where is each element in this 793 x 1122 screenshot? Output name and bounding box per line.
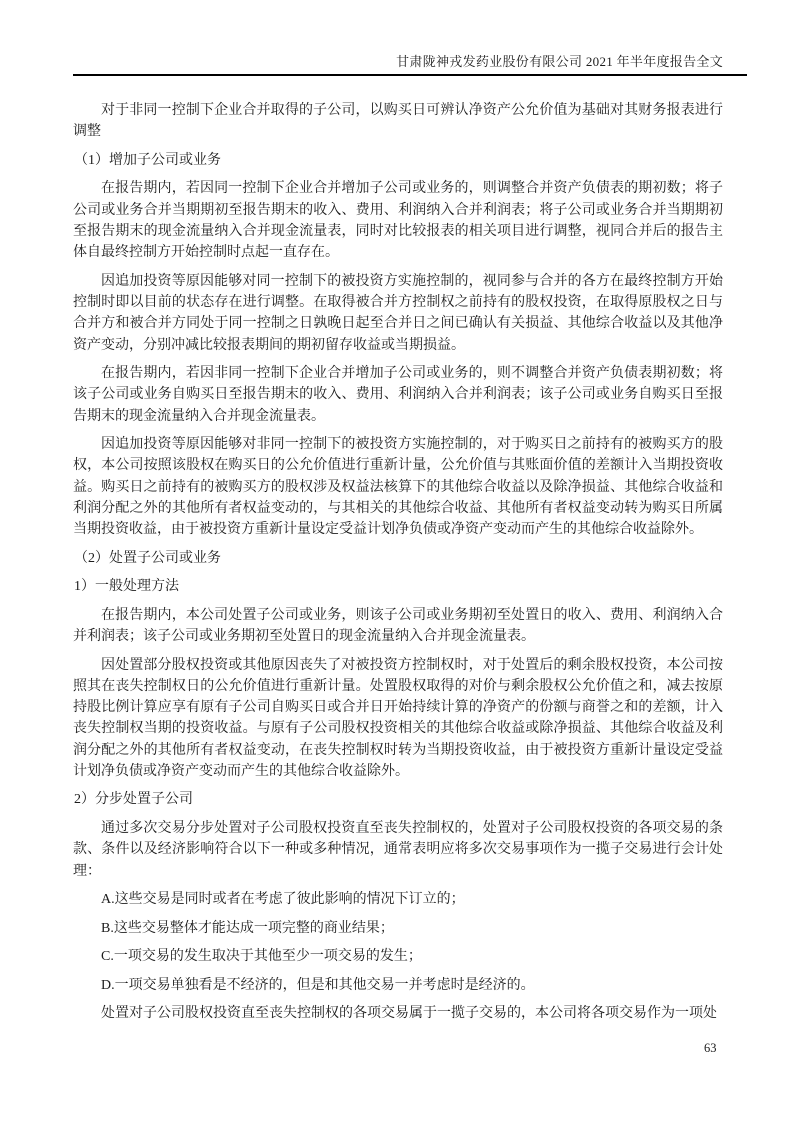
paragraph-additional-investment-same-control: 因追加投资等原因能够对同一控制下的被投资方实施控制的，视同参与合并的各方在最终控制方开始控制时即以目前的状态存在进行调整。在取得被合并方控制权之前持有的股权投资，在取得原股权之日与合并方和被合并方同处于同一控制之日孰晚日起至合并日之间已确认有关损益、其他综合收益以及其他净资产变动，分别冲减比较报表期间的期初留存收益或当期损益。 bbox=[73, 273, 723, 353]
document-body bbox=[73, 100, 723, 1024]
paragraph-stepwise-intro: 通过多次交易分步处置对子公司股权投资直至丧失控制权的，处置对子公司股权投资的各项交易的条款、条件以及经济影响符合以下一种或多种情况，通常表明应将多次交易事项作为一揽子交易进行会计处理： bbox=[73, 820, 723, 879]
paragraph-bundled-transaction: 处置对子公司股权投资直至丧失控制权的各项交易属于一揽子交易的，本公司将各项交易作为一项处 bbox=[101, 1005, 717, 1021]
paragraph-intro: 对于非同一控制下企业合并取得的子公司，以购买日可辨认净资产公允价值为基础对其财务报表进行调整 bbox=[73, 103, 723, 140]
list-item-c: C.一项交易的发生取决于其他至少一项交易的发生； bbox=[101, 949, 422, 965]
section-heading-add-subsidiary: （1）增加子公司或业务 bbox=[74, 152, 221, 168]
paragraph-loss-of-control: 因处置部分股权投资或其他原因丧失了对被投资方控制权时，对于处置后的剩余股权投资，本公司按照其在丧失控制权日的公允价值进行重新计量。处置股权取得的对价与剩余股权公允价值之和，减去按原持股比例计算应享有原有子公司自购买日或合并日开始持续计算的净资产的份额与商誉之和的差额，计入丧失控制权当期的投资收益。与原有子公司股权投资相关的其他综合收益或除净损益、其他综合收益及利润分配之外的其他所有者权益变动，在丧失控制权时转为当期投资收益，由于被投资方重新计量设定受益计划净负债或净资产变动而产生的其他综合收益除外。 bbox=[73, 657, 723, 779]
section-heading-dispose-subsidiary: （2）处置子公司或业务 bbox=[74, 550, 221, 566]
header-rule bbox=[73, 74, 747, 76]
subsection-heading-general-method: 1）一般处理方法 bbox=[74, 579, 179, 595]
paragraph-same-control-add: 在报告期内，若因同一控制下企业合并增加子公司或业务的，则调整合并资产负债表的期初数；将子公司或业务合并当期期初至报告期末的收入、费用、利润纳入合并利润表；将子公司或业务合并当期期初至报告期末的现金流量纳入合并现金流量表，同时对比较报表的相关项目进行调整，视同合并后的报告主体自最终控制方开始控制时点起一直存在。 bbox=[73, 181, 723, 261]
list-item-b: B.这些交易整体才能达成一项完整的商业结果； bbox=[101, 920, 394, 936]
list-item-a: A.这些交易是同时或者在考虑了彼此影响的情况下订立的； bbox=[101, 892, 465, 908]
list-item-d: D.一项交易单独看是不经济的，但是和其他交易一并考虑时是经济的。 bbox=[101, 977, 535, 993]
page-header bbox=[73, 0, 747, 76]
paragraph-non-same-control-add: 在报告期内，若因非同一控制下企业合并增加子公司或业务的，则不调整合并资产负债表期初数；将该子公司或业务自购买日至报告期末的收入、费用、利润纳入合并利润表；该子公司或业务自购买日至报告期末的现金流量纳入合并现金流量表。 bbox=[73, 366, 723, 424]
subsection-heading-stepwise-disposal: 2）分步处置子公司 bbox=[74, 792, 193, 808]
header-title: 甘肃陇神戎发药业股份有限公司 2021 年半年度报告全文 bbox=[396, 54, 723, 69]
page-number: 63 bbox=[704, 1041, 717, 1055]
paragraph-additional-investment-non-same-control: 因追加投资等原因能够对非同一控制下的被投资方实施控制的，对于购买日之前持有的被购买方的股权，本公司按照该股权在购买日的公允价值进行重新计量，公允价值与其账面价值的差额计入当期投资收益。购买日之前持有的被购买方的股权涉及权益法核算下的其他综合收益以及除净损益、其他综合收益和利润分配之外的其他所有者权益变动的，与其相关的其他综合收益、其他所有者权益变动转为购买日所属当期投资收益，由于被投资方重新计量设定受益计划净负债或净资产变动而产生的其他综合收益除外。 bbox=[73, 437, 723, 538]
paragraph-dispose-general: 在报告期内，本公司处置子公司或业务，则该子公司或业务期初至处置日的收入、费用、利润纳入合并利润表；该子公司或业务期初至处置日的现金流量纳入合并现金流量表。 bbox=[73, 607, 723, 645]
